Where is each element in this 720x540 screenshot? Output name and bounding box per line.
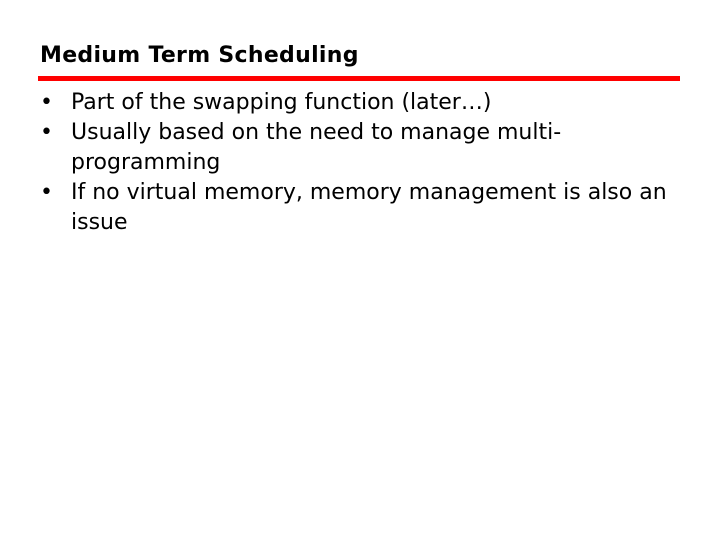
bullet-item (40, 118, 680, 178)
bullet-text: Part of the swapping function (later…) (71, 90, 492, 115)
slide-title: Medium Term Scheduling (40, 43, 359, 68)
bullet-item (40, 88, 680, 118)
bullet-marker: • (40, 90, 53, 115)
title-underline (38, 76, 680, 81)
bullet-text: Usually based on the need to manage multi-programming (71, 120, 562, 175)
bullet-text: If no virtual memory, memory management is also an issue (71, 180, 667, 235)
bullet-marker: • (40, 180, 53, 205)
bullet-marker: • (40, 120, 53, 145)
bullet-item (40, 178, 680, 238)
bullet-list (40, 88, 680, 238)
